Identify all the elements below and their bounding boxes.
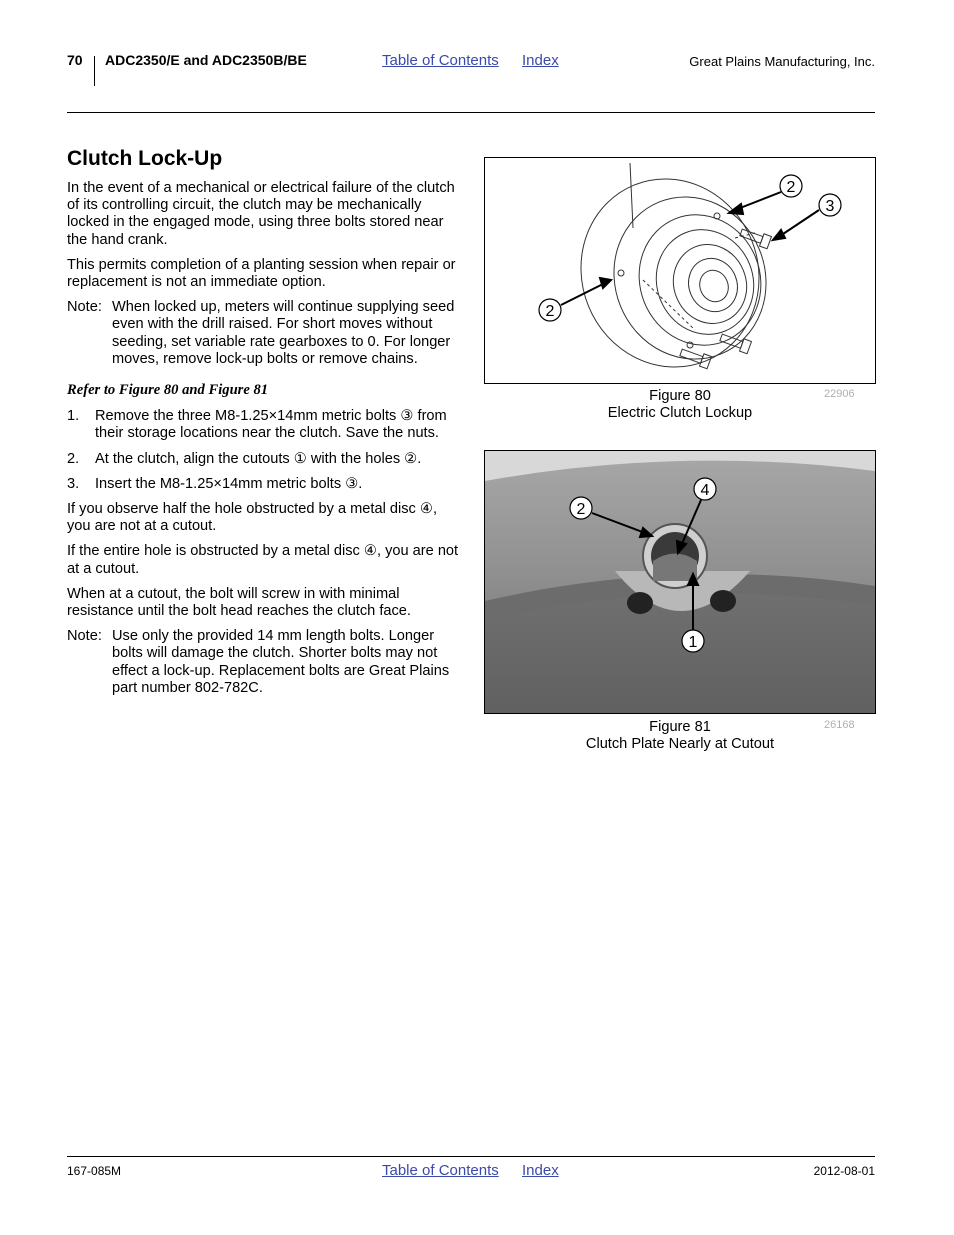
figure-80-number: Figure 80	[649, 388, 711, 404]
note-text: Use only the provided 14 mm length bolts. Longer bolts will damage the clutch. Shorter bolts may not effect a lock-up. Replacement bolts are Great Plains part number 802-782C.	[112, 628, 450, 696]
clutch-drawing	[485, 158, 875, 383]
manual-model: ADC2350/E and ADC2350B/BE	[105, 52, 307, 68]
callout-2-top: 2	[786, 179, 796, 196]
step-number: 3.	[67, 475, 80, 492]
company-name: Great Plains Manufacturing, Inc.	[689, 54, 875, 69]
note-lockup	[67, 299, 459, 368]
note-label: Note:	[67, 299, 102, 316]
callout-1: 1	[688, 634, 698, 651]
step-item	[67, 451, 459, 468]
figure-80-image-number: 22906	[824, 388, 855, 400]
step-item	[67, 408, 459, 442]
figure-80-title: Electric Clutch Lockup	[607, 405, 753, 422]
header-rule	[67, 112, 875, 113]
step-number: 1.	[67, 408, 80, 425]
intro-paragraph: In the event of a mechanical or electrical failure of the clutch of its controlling circuit, the clutch may be mechanically locked in the engaged mode, using three bolts stored near the hand crank.	[67, 180, 455, 248]
page-number: 70	[67, 52, 83, 68]
step-number: 2.	[67, 450, 80, 467]
body-column	[67, 180, 459, 705]
clutch-plate-photo	[485, 451, 875, 713]
figure-reference: Refer to Figure 80 and Figure 81	[67, 382, 269, 399]
footer-toc-link[interactable]: Table of Contents	[382, 1162, 499, 1179]
footer-index-link[interactable]: Index	[522, 1162, 559, 1179]
callout-3: 3	[825, 198, 835, 215]
figure-81-image	[484, 450, 876, 714]
section-title: Clutch Lock-Up	[67, 147, 223, 170]
figure-81-image-number: 26168	[824, 719, 855, 731]
document-date: 2012-08-01	[813, 1164, 875, 1178]
note-label: Note:	[67, 628, 102, 645]
header-toc-link[interactable]: Table of Contents	[382, 52, 499, 69]
header-index-link[interactable]: Index	[522, 52, 559, 69]
half-obstructed-paragraph: If you observe half the hole obstructed by a metal disc ④, you are not at a cutout.	[67, 501, 438, 535]
callout-2-left: 2	[545, 303, 555, 320]
figure-81-caption	[484, 719, 876, 753]
callout-2: 2	[576, 501, 586, 518]
at-cutout-paragraph: When at a cutout, the bolt will screw in with minimal resistance until the bolt head reaches the clutch face.	[67, 585, 411, 620]
note-bolts	[67, 628, 459, 697]
step-text: At the clutch, align the cutouts ① with the holes ②.	[95, 450, 422, 467]
note-text: When locked up, meters will continue supplying seed even with the drill raised. For short moves without seeding, set variable rate gearboxes to 0. For longer moves, remove lock-up bolts or remove chains.	[112, 299, 455, 367]
step-text: Insert the M8-1.25×14mm metric bolts ③.	[95, 475, 363, 492]
figure-80-caption	[484, 388, 876, 422]
step-item	[67, 476, 459, 493]
fully-obstructed-paragraph: If the entire hole is obstructed by a metal disc ④, you are not at a cutout.	[67, 543, 459, 577]
step-text: Remove the three M8-1.25×14mm metric bolts ③ from their storage locations near the clutch. Save the nuts.	[95, 408, 447, 442]
footer-rule	[67, 1156, 875, 1157]
callout-4: 4	[700, 482, 710, 499]
figure-81-title: Clutch Plate Nearly at Cutout	[585, 736, 775, 753]
header-divider	[94, 56, 95, 86]
document-number: 167-085M	[67, 1164, 122, 1178]
figure-80-image	[484, 157, 876, 384]
figure-81-number: Figure 81	[649, 719, 711, 735]
permit-paragraph: This permits completion of a planting session when repair or replacement is not an immediate option.	[67, 256, 456, 291]
